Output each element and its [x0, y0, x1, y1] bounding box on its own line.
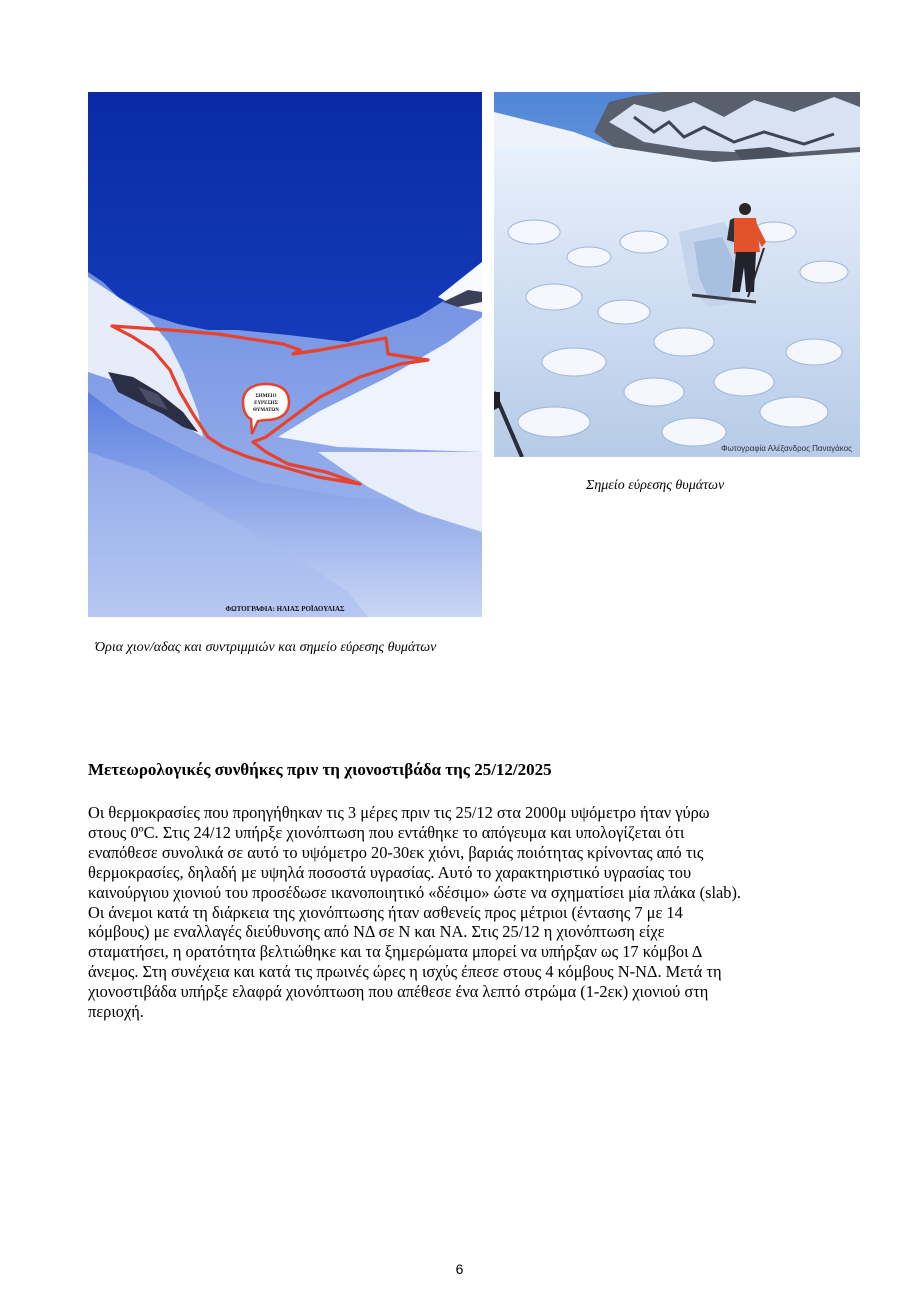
avalanche-outline-illustration	[88, 92, 482, 617]
victims-location-illustration	[494, 92, 860, 457]
callout-line-2: ΕΥΡΕΣΗΣ	[254, 401, 278, 406]
paragraph-line: χιονοστιβάδα υπήρξε ελαφρά χιονόπτωση που απέθεσε ένα λεπτό στρώμα (1-2εκ) χιονιού στη	[88, 982, 709, 1002]
paragraph-line: εναπόθεσε συνολικά σε αυτό το υψόμετρο 20-30εκ χιόνι, βαριάς ποιότητας κρίνοντας από τις	[88, 842, 704, 862]
paragraph-line: άνεμος. Στη συνέχεια και κατά τις πρωινές ώρες η ισχύς έπεσε στους 4 κόμβους Ν-ΝΔ. Μετά τη	[88, 962, 722, 982]
left-photo-credit: ΦΩΤΟΓΡΑΦΙΑ: ΗΛΙΑΣ ΡΟΪΔΟΥΛΙΑΣ	[225, 605, 345, 613]
paragraph-line: σταματήσει, η ορατότητα βελτιώθηκε και τα ξημερώματα μπορεί να υπήρξαν ως 17 κόμβοι Δ	[88, 942, 703, 962]
paragraph-line: κόμβους) με εναλλαγές διεύθυνσης από ΝΔ σε Ν και ΝΑ. Στις 25/12 η χιονόπτωση είχε	[88, 922, 665, 942]
callout-line-3: ΘΥΜΑΤΩΝ	[252, 408, 280, 413]
left-photo-caption: Όρια χιον/αδας και συντριμμιών και σημείο εύρεσης θυμάτων	[95, 640, 437, 655]
paragraph-line: καινούργιου χιονιού του προσέδωσε ικανοποιητικό «δέσιμο» ώστε να σχηματίσει μία πλάκα (slab).	[88, 882, 742, 902]
paragraph-line: στους 0ºC. Στις 24/12 υπήρξε χιονόπτωση που εντάθηκε το απόγευμα και υπολογίζεται ότι	[88, 822, 685, 842]
paragraph-line: Οι θερμοκρασίες που προηγήθηκαν τις 3 μέρες πριν τις 25/12 στα 2000μ υψόμετρο ήταν γύρω	[88, 803, 710, 822]
paragraph-line: περιοχή.	[88, 1002, 144, 1022]
victims-location-photo	[494, 92, 860, 457]
paragraph-line: θερμοκρασίες, δηλαδή με υψηλά ποσοστά υγρασίας. Αυτό το χαρακτηριστικό υγρασίας του	[88, 862, 692, 882]
avalanche-outline-photo	[88, 92, 482, 617]
right-photo-caption: Σημείο εύρεσης θυμάτων	[586, 478, 725, 493]
page-number: 6	[455, 1261, 464, 1277]
weather-paragraph	[88, 803, 833, 1022]
paragraph-line: Οι άνεμοι κατά τη διάρκεια της χιονόπτωσης ήταν ασθενείς προς μέτριοι (έντασης 7 με 14	[88, 902, 683, 922]
right-photo-credit: Φωτογραφία Αλέξανδρος Παναγάκος	[721, 444, 852, 453]
callout-line-1: ΣΗΜΕΙΟ	[255, 394, 277, 399]
section-heading: Μετεωρολογικές συνθήκες πριν τη χιονοστιβάδα της 25/12/2025	[88, 760, 552, 779]
